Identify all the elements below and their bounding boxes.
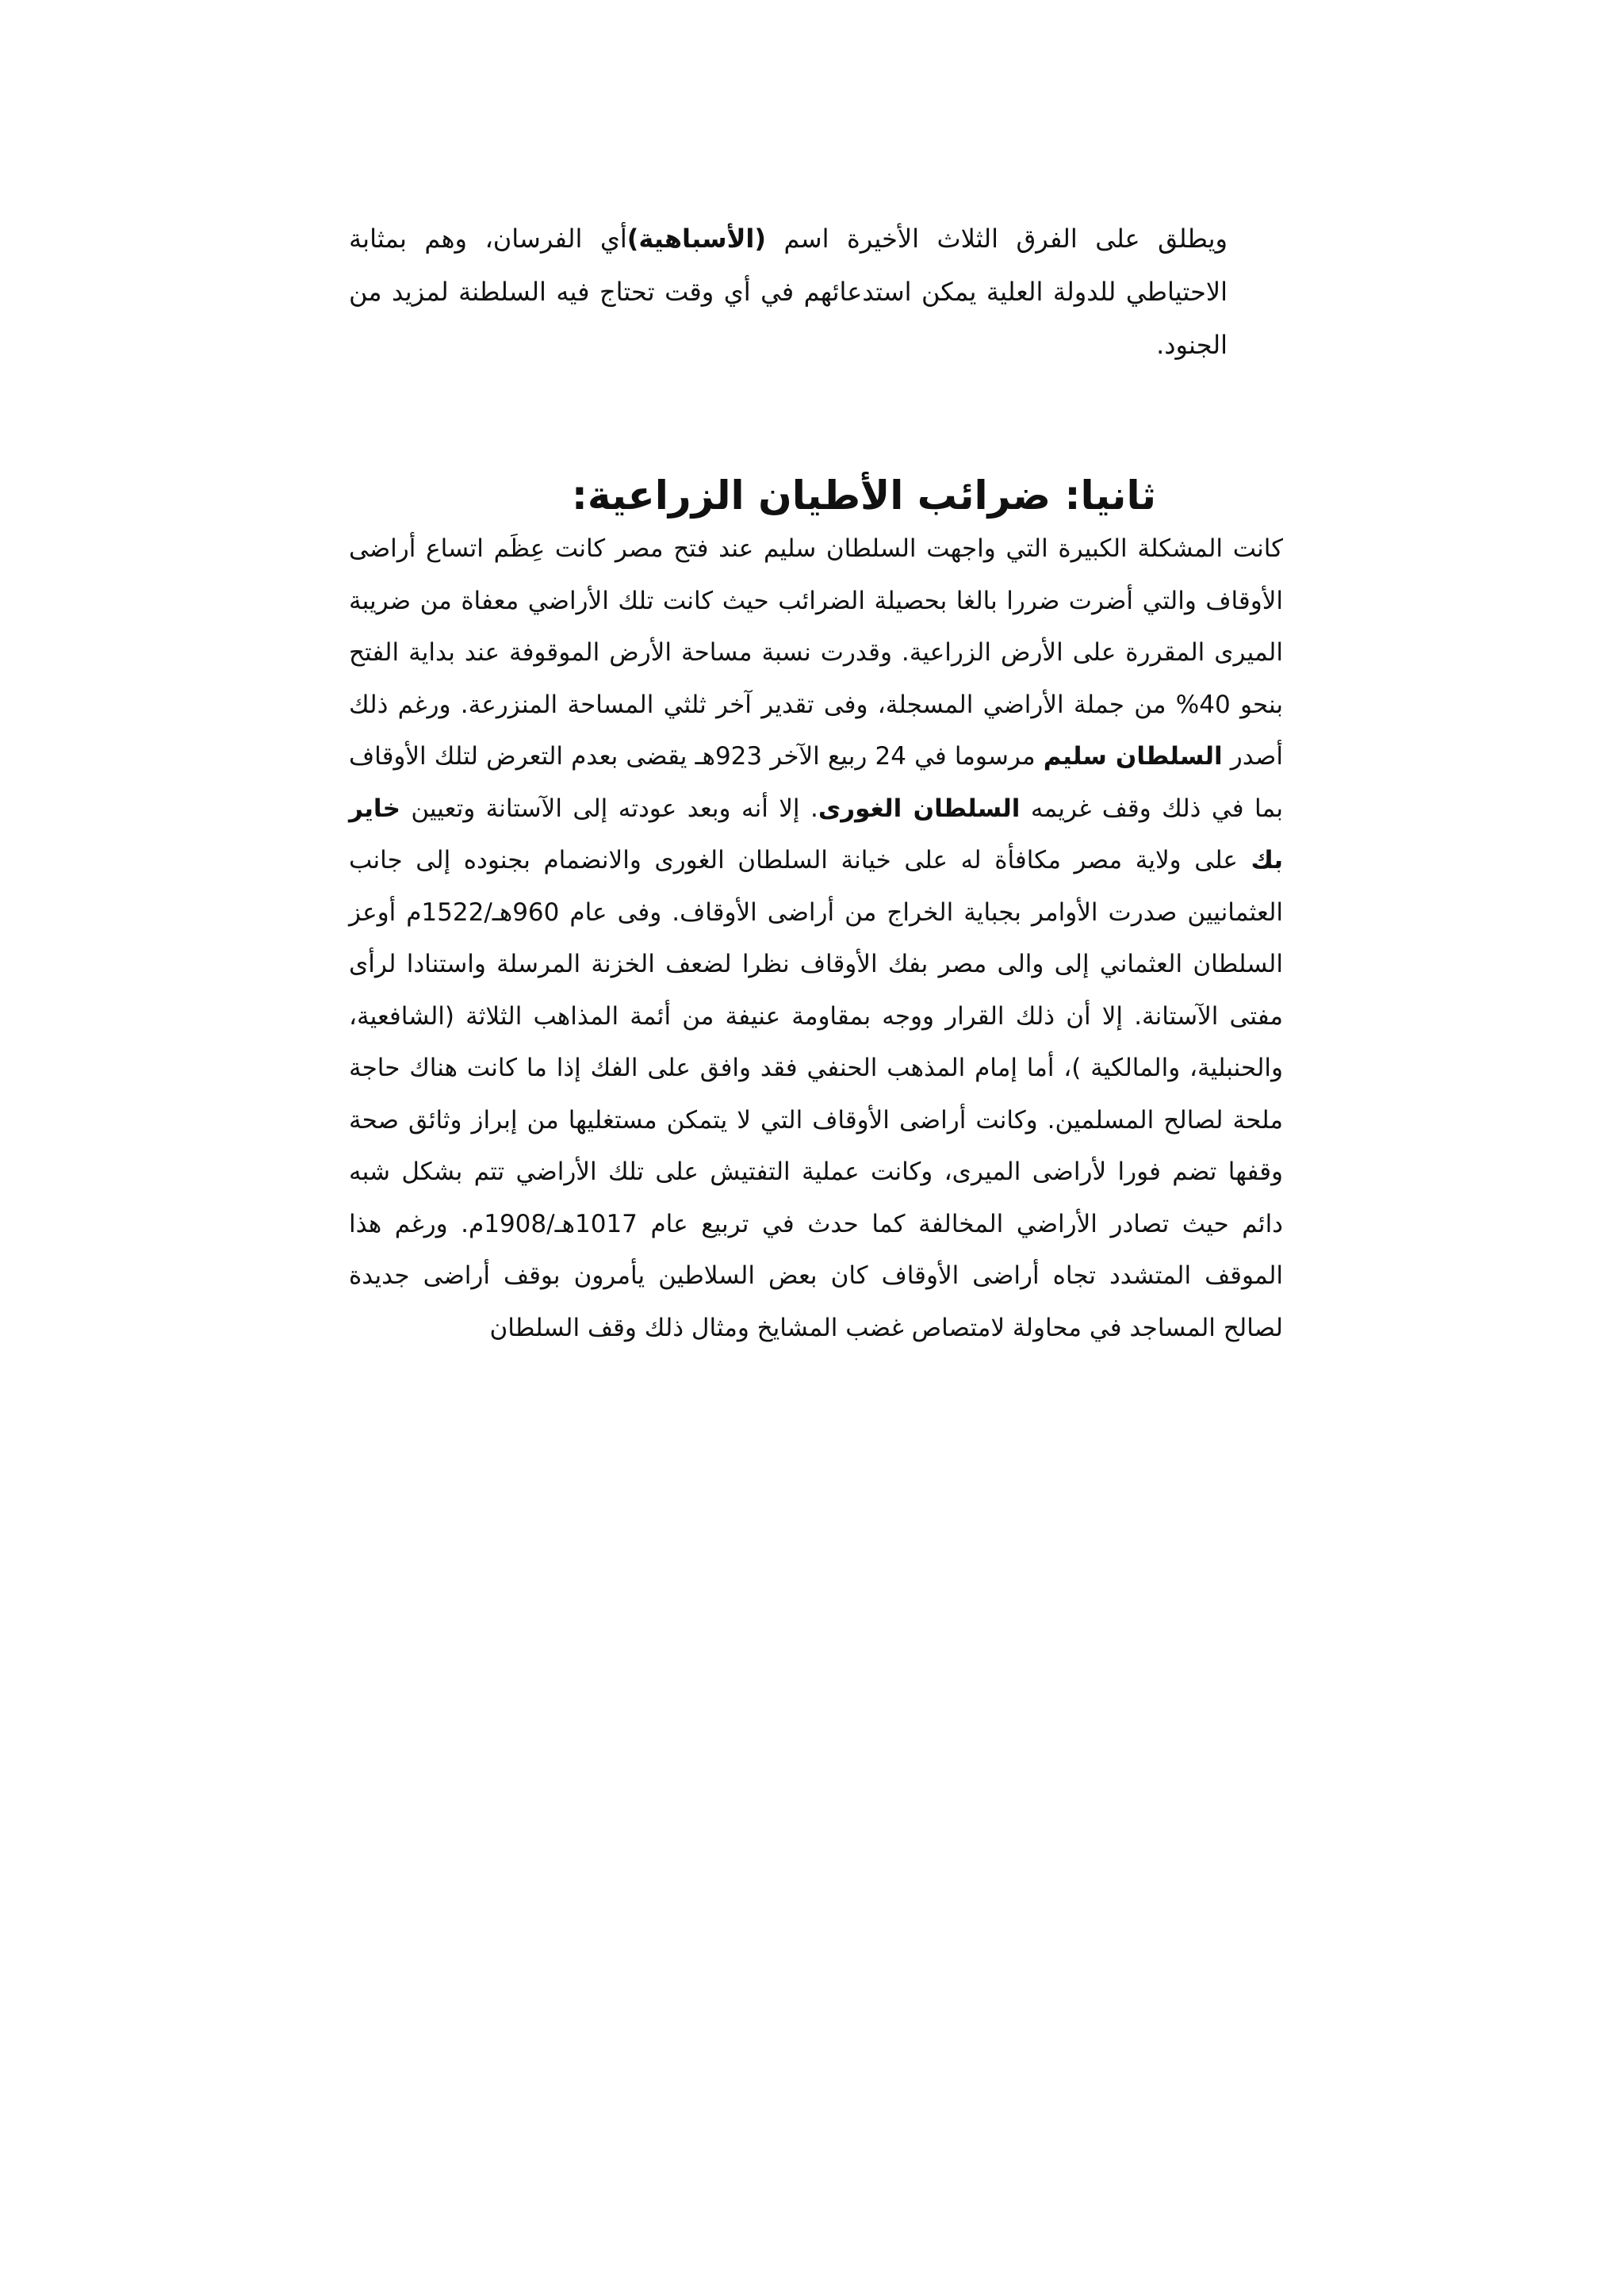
body-part-4: على ولاية مصر مكافأة له على خيانة السلطان الغورى والانضمام بجنوده إلى جانب العثمانيين صدرت الأوامر بجباية الخراج من أراضى الأوقاف. وفى عام 960هـ/1522م أوعز السلطان العثماني إلى والى مصر بفك الأوقاف نظرا لضعف الخزنة المرسلة واستنادا لرأى مفتى الآستانة. إلا أن ذلك القرار ووجه بمقاومة عنيفة من أئمة المذاهب الثلاثة (الشافعية، والحنبلية، والمالكية )، أما إمام المذهب الحنفي فقد وافق على الفك إذا ما كانت هناك حاجة ملحة لصالح المسلمين. وكانت أراضى الأوقاف التي لا يتمكن مستغليها من إبراز وثائق صحة وقفها تضم فورا لأراضى الميرى، وكانت عملية التفتيش على تلك الأراضي تتم بشكل شبه دائم حيث تصادر الأراضي المخالفة كما حدث في تربيع عام 1017هـ/1908م. ورغم هذا الموقف المتشدد تجاه أراضى الأوقاف كان بعض السلاطين يأمرون بوقف أراضى جديدة لصالح المساجد في محاولة لامتصاص غضب المشايخ ومثال ذلك وقف السلطان [349,846,1284,1342]
section-heading [349,468,1283,523]
body-part-2: مرسوما في 24 ربيع الآخر 923هـ يقضى بعدم التعرض لتلك الأوقاف بما في ذلك وقف غريمه [349,742,1283,823]
body-paragraph [349,523,1283,1354]
intro-text-before: ويطلق على الفرق الثلاث الأخيرة اسم [766,224,1228,254]
body-part-3: . إلا أنه وبعد عودته إلى الآستانة وتعيين [400,794,818,823]
heading-title: ضرائب الأطيان الزراعية [587,473,1051,519]
heading-separator: : [1051,473,1081,519]
intro-bold-term: (الأسباهية) [626,224,767,254]
body-bold-sultan-ghouri: السلطان الغورى [818,794,1021,823]
heading-number: ثانيا [1080,473,1156,519]
body-bold-sultan-selim: السلطان سليم [1043,742,1223,771]
body-part-1: كانت المشكلة الكبيرة التي واجهت السلطان سليم عند فتح مصر كانت عِظَم اتساع أراضى الأوقاف والتي أضرت ضررا بالغا بحصيلة الضرائب حيث كانت تلك الأراضي معفاة من ضريبة الميرى المقررة على الأرض الزراعية. وقدرت نسبة مساحة الأرض الموقوفة عند بداية الفتح بنحو 40% من جملة الأراضي المسجلة، وفى تقدير آخر ثلثي المساحة المنزرعة. ورغم ذلك أصدر [349,534,1283,771]
intro-text-after: أي الفرسان، وهم بمثابة الاحتياطي للدولة العلية يمكن استدعائهم في أي وقت تحتاج فيه السلطنة لمزيد من الجنود. [349,224,1228,360]
body-bold-khair-bek: خاير بك [349,794,1283,874]
heading-end: : [571,473,588,519]
intro-paragraph [349,212,1283,372]
